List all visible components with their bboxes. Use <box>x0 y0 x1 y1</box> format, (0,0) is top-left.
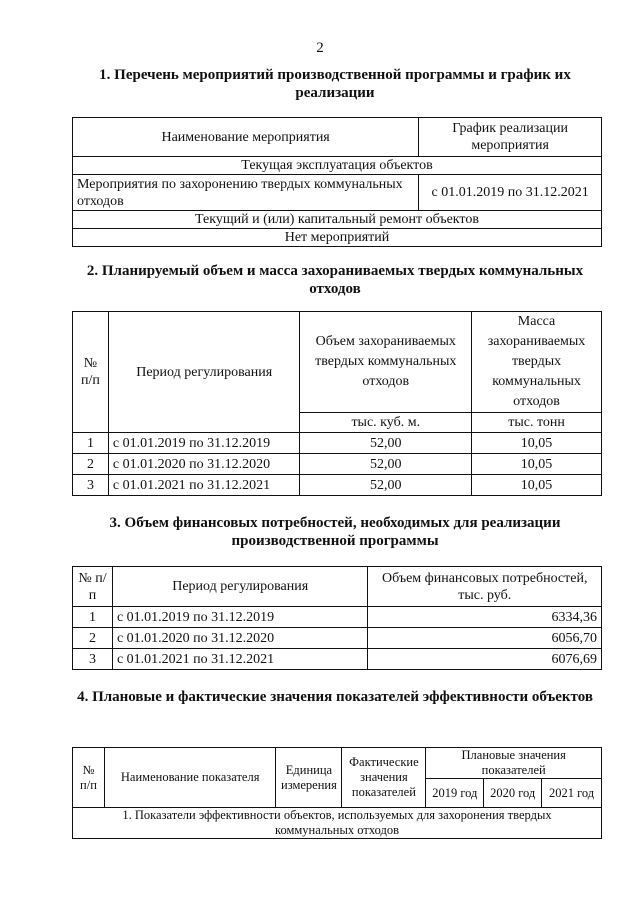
activity-disposal-schedule: с 01.01.2019 по 31.12.2021 <box>419 175 602 211</box>
row-mass: 10,05 <box>472 475 602 496</box>
section4-title: 4. Плановые и фактические значения показателей эффективности объектов <box>77 689 593 705</box>
section3-table <box>72 566 602 670</box>
subsection-disposal-indicators: 1. Показатели эффективности объектов, используемых для захоронения твердых коммунальных отходов <box>73 808 602 839</box>
table-row <box>73 433 602 454</box>
header-mass: Масса захораниваемых твердых коммунальных отходов <box>472 312 602 413</box>
header-year-2020: 2020 год <box>484 779 542 808</box>
header-planned: Плановые значения показателей <box>426 748 602 779</box>
header-unit: Единица измерения <box>276 748 342 808</box>
section1-table <box>72 117 602 247</box>
header-num: № п/п <box>73 748 105 808</box>
row-num: 1 <box>73 433 109 454</box>
row-num: 3 <box>73 475 109 496</box>
row-mass: 10,05 <box>472 433 602 454</box>
row-period: с 01.01.2020 по 31.12.2020 <box>108 454 300 475</box>
row-volume: 52,00 <box>300 433 472 454</box>
row-num: 2 <box>73 454 109 475</box>
header-volume-unit: тыс. куб. м. <box>300 413 472 433</box>
section3-title: 3. Объем финансовых потребностей, необходимых для реализации производственной программы <box>109 515 561 549</box>
header-amount: Объем финансовых потребностей, тыс. руб. <box>368 567 602 607</box>
row-period: с 01.01.2019 по 31.12.2019 <box>112 607 367 628</box>
section2-title: 2. Планируемый объем и масса захораниваемых твердых коммунальных отходов <box>86 263 584 297</box>
group-repair: Текущий и (или) капитальный ремонт объектов <box>73 211 602 229</box>
table-row <box>73 607 602 628</box>
section4-table <box>72 747 602 839</box>
table-row <box>73 628 602 649</box>
row-mass: 10,05 <box>472 454 602 475</box>
header-num: № п/п <box>73 312 109 433</box>
header-period: Период регулирования <box>112 567 367 607</box>
row-period: с 01.01.2021 по 31.12.2021 <box>112 649 367 670</box>
row-volume: 52,00 <box>300 454 472 475</box>
header-year-2021: 2021 год <box>542 779 602 808</box>
row-num: 2 <box>73 628 113 649</box>
table-row <box>73 475 602 496</box>
row-num: 1 <box>73 607 113 628</box>
row-amount: 6076,69 <box>368 649 602 670</box>
row-period: с 01.01.2021 по 31.12.2021 <box>108 475 300 496</box>
section1-title: 1. Перечень мероприятий производственной программы и график их реализации <box>99 67 571 101</box>
row-volume: 52,00 <box>300 475 472 496</box>
group-current-operation: Текущая эксплуатация объектов <box>73 157 602 175</box>
row-amount: 6056,70 <box>368 628 602 649</box>
header-actual: Фактические значения показателей <box>342 748 426 808</box>
activity-disposal: Мероприятия по захоронению твердых коммунальных отходов <box>73 175 419 211</box>
row-period: с 01.01.2019 по 31.12.2019 <box>108 433 300 454</box>
page-number: 2 <box>316 40 324 56</box>
row-num: 3 <box>73 649 113 670</box>
header-num: № п/п <box>73 567 113 607</box>
header-activity-name: Наименование мероприятия <box>73 118 419 157</box>
table-row <box>73 649 602 670</box>
header-volume: Объем захораниваемых твердых коммунальных отходов <box>300 312 472 413</box>
row-amount: 6334,36 <box>368 607 602 628</box>
header-period: Период регулирования <box>108 312 300 433</box>
section2-table <box>72 311 602 496</box>
header-year-2019: 2019 год <box>426 779 484 808</box>
table-row <box>73 454 602 475</box>
row-period: с 01.01.2020 по 31.12.2020 <box>112 628 367 649</box>
header-mass-unit: тыс. тонн <box>472 413 602 433</box>
header-schedule: График реализации мероприятия <box>419 118 602 157</box>
no-activities: Нет мероприятий <box>73 229 602 247</box>
header-indicator-name: Наименование показателя <box>104 748 276 808</box>
